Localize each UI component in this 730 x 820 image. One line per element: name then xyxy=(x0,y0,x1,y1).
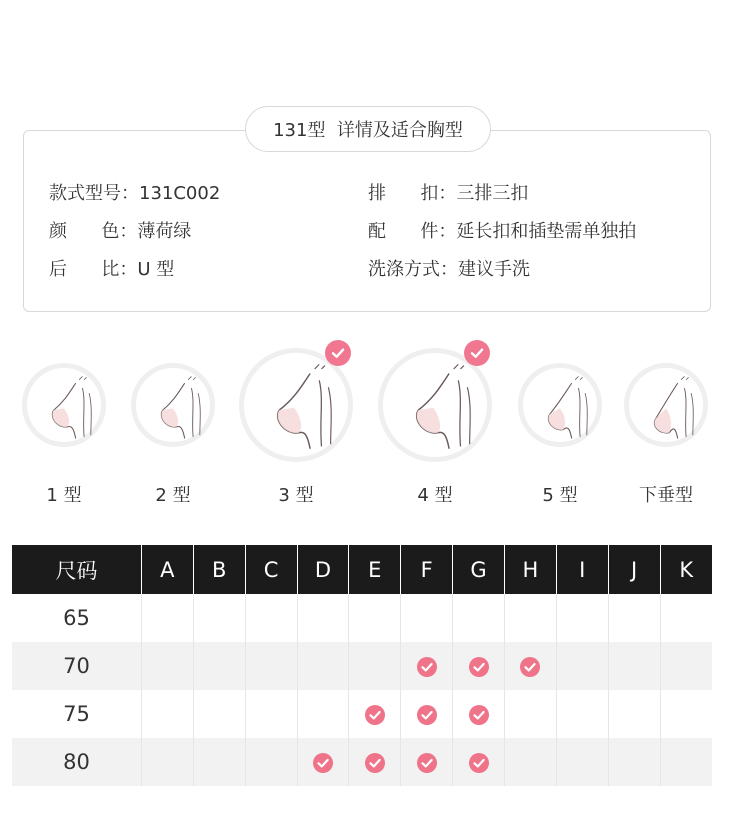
size-table-body xyxy=(12,594,712,786)
size-cell-75B xyxy=(193,690,245,738)
size-cell-70I xyxy=(556,642,608,690)
size-cell-70A xyxy=(141,642,193,690)
size-cell-65H xyxy=(504,594,556,642)
size-cell-65F xyxy=(401,594,453,642)
size-cell-65E xyxy=(349,594,401,642)
check-icon xyxy=(469,753,489,773)
size-cell-65A xyxy=(141,594,193,642)
spec-accessories: 配 件：延长扣和插垫需单独拍 xyxy=(368,221,637,242)
table-row xyxy=(12,642,712,690)
band-size-cell: 70 xyxy=(12,642,141,690)
table-row xyxy=(12,738,712,786)
spec-back: 后 比：U 型 xyxy=(49,259,175,280)
size-cell-80E xyxy=(349,738,401,786)
size-cell-75K xyxy=(660,690,712,738)
check-icon xyxy=(520,657,540,677)
cup-column-header-k: K xyxy=(660,545,712,594)
size-cell-65K xyxy=(660,594,712,642)
size-cell-70D xyxy=(297,642,349,690)
check-icon xyxy=(417,657,437,677)
size-cell-65G xyxy=(453,594,505,642)
cup-column-header-b: B xyxy=(193,545,245,594)
size-cell-75E xyxy=(349,690,401,738)
cup-column-header-c: C xyxy=(245,545,297,594)
size-table-header xyxy=(12,545,712,594)
size-cell-65I xyxy=(556,594,608,642)
cup-column-header-j: J xyxy=(608,545,660,594)
size-cell-80K xyxy=(660,738,712,786)
check-icon xyxy=(469,657,489,677)
size-cell-70K xyxy=(660,642,712,690)
size-cell-65C xyxy=(245,594,297,642)
size-cell-75I xyxy=(556,690,608,738)
breast-profile-icon xyxy=(27,368,111,452)
cup-column-header-i: I xyxy=(556,545,608,594)
size-cell-65B xyxy=(193,594,245,642)
shape-check-icon xyxy=(325,340,351,366)
size-cell-75G xyxy=(453,690,505,738)
size-cell-80B xyxy=(193,738,245,786)
spec-hooks: 排 扣：三排三扣 xyxy=(368,183,529,204)
size-cell-65D xyxy=(297,594,349,642)
band-size-cell: 75 xyxy=(63,702,90,726)
size-cell-80F xyxy=(401,738,453,786)
size-cell-75J xyxy=(608,690,660,738)
table-row xyxy=(12,594,712,642)
cup-column-header-a: A xyxy=(141,545,193,594)
breast-profile-icon xyxy=(244,353,358,467)
size-cell-70G xyxy=(453,642,505,690)
cup-column-header-d: D xyxy=(297,545,349,594)
check-icon xyxy=(365,705,385,725)
breast-shape-label: 3 型 xyxy=(278,485,314,506)
check-icon xyxy=(417,753,437,773)
size-cell-80G xyxy=(453,738,505,786)
breast-profile-icon xyxy=(523,368,607,452)
breast-profile-icon xyxy=(629,368,713,452)
breast-shape-label: 2 型 xyxy=(155,485,191,506)
size-cell-70B xyxy=(193,642,245,690)
size-cell-80D xyxy=(297,738,349,786)
band-size-cell: 65 xyxy=(63,606,90,630)
size-cell-70H xyxy=(504,642,556,690)
size-cell-80J xyxy=(608,738,660,786)
spec-model: 款式型号：131C002 xyxy=(49,183,221,204)
size-cell-70J xyxy=(608,642,660,690)
check-icon xyxy=(313,753,333,773)
breast-shape-label: 4 型 xyxy=(417,485,453,506)
size-cell-75C xyxy=(245,690,297,738)
size-cell-75A xyxy=(141,690,193,738)
check-icon xyxy=(469,705,489,725)
breast-shape-label: 1 型 xyxy=(46,485,82,506)
details-title: 131型 详情及适合胸型 xyxy=(245,106,491,152)
size-cell-75D xyxy=(297,690,349,738)
breast-shape-6 xyxy=(624,363,708,447)
breast-shape-1 xyxy=(22,363,106,447)
breast-shape-label: 5 型 xyxy=(542,485,578,506)
size-cell-70C xyxy=(245,642,297,690)
size-cell-80C xyxy=(245,738,297,786)
spec-wash: 洗涤方式：建议手洗 xyxy=(368,259,530,280)
breast-shape-label: 下垂型 xyxy=(639,485,693,506)
check-icon xyxy=(417,705,437,725)
size-cell-80A xyxy=(141,738,193,786)
spec-color: 颜 色：薄荷绿 xyxy=(49,221,192,242)
check-icon xyxy=(365,753,385,773)
breast-shape-2 xyxy=(131,363,215,447)
size-cell-80H xyxy=(504,738,556,786)
band-size-cell: 80 xyxy=(12,738,141,786)
size-cell-80I xyxy=(556,738,608,786)
size-column-header: 尺码 xyxy=(12,545,141,594)
size-table xyxy=(12,545,712,786)
cup-column-header-e: E xyxy=(349,545,401,594)
size-cell-70F xyxy=(401,642,453,690)
breast-shape-5 xyxy=(518,363,602,447)
size-cell-65J xyxy=(608,594,660,642)
size-cell-75H xyxy=(504,690,556,738)
breast-profile-icon xyxy=(136,368,220,452)
cup-column-header-g: G xyxy=(453,545,505,594)
cup-column-header-h: H xyxy=(504,545,556,594)
size-cell-75F xyxy=(401,690,453,738)
table-row xyxy=(12,690,712,738)
shape-check-icon xyxy=(464,340,490,366)
size-cell-70E xyxy=(349,642,401,690)
breast-profile-icon xyxy=(383,353,497,467)
cup-column-header-f: F xyxy=(401,545,453,594)
